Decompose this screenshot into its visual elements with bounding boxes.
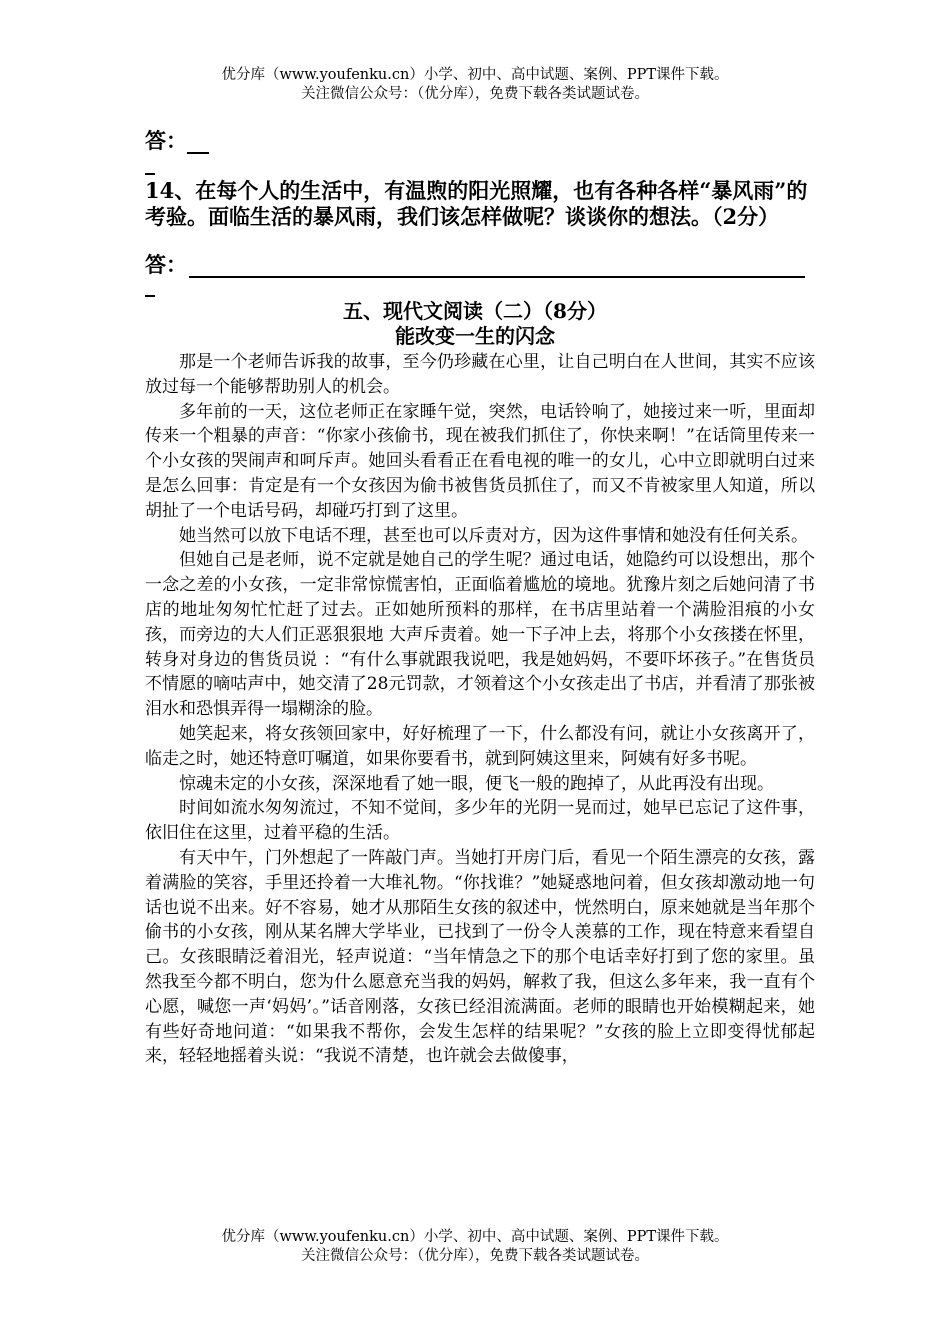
answer-blank[interactable] (189, 256, 805, 278)
header-line-2: 关注微信公众号：（优分库），免费下载各类试题试卷。 (301, 86, 649, 102)
answer-blank-continuation (145, 295, 155, 297)
article-paragraph: 多年前的一天，这位老师正在家睡午觉，突然，电话铃响了，她接过来一听，里面却传来一个粗暴的声音：“你家小孩偷书，现在被我们抓住了，你快来啊！”在话筒里传来一个小女孩的哭闹声和呵斥声。她回头看看正在看电视的唯一的女儿，心中立即就明白过来是怎么回事：肯定是有一个女孩因为偷书被售货员抓住了，而又不肯被家里人知道，所以胡扯了一个电话号码，却碰巧打到了这里。 (145, 401, 815, 521)
article-paragraph: 有天中午，门外想起了一阵敲门声。当她打开房门后，看见一个陌生漂亮的女孩，露着满脸的笑容，手里还拎着一大堆礼物。“你找谁？”她疑惑地问着，但女孩却激动地一句话也说不出来。好不容易，她才从那陌生女孩的叙述中，恍然明白，原来她就是当年那个偷书的小女孩，刚从某名牌大学毕业，已找到了一份令人羡慕的工作，现在特意来看望自己。女孩眼睛泛着泪光，轻声说道：“当年情急之下的那个电话幸好打到了您的家里。虽然我至今都不明白，您为什么愿意充当我的妈妈，解救了我，但这么多年来，我一直有个心愿，喊您一声‘妈妈’。”话音刚落，女孩已经泪流满面。老师的眼睛也开始模糊起来，她有些好奇地问道：“如果我不帮你，会发生怎样的结果呢？”女孩的脸上立即变得忧郁起来，轻轻地摇着头说：“我说不清楚，也许就会去做傻事， (145, 847, 815, 1067)
footer-line-2: 关注微信公众号：（优分库），免费下载各类试题试卷。 (301, 1248, 649, 1264)
section-title: 五、现代文阅读（二）（8分） (343, 299, 607, 323)
article-paragraph: 她笑起来，将女孩领回家中，好好梳理了一下，什么都没有问，就让小女孩离开了，临走之时，她还特意叮嘱道，如果你要看书，就到阿姨这里来，阿姨有好多书呢。 (145, 723, 815, 769)
answer-line-1 (145, 128, 209, 154)
article-body (145, 350, 815, 1069)
article-paragraph: 但她自己是老师，说不定就是她自己的学生呢？通过电话，她隐约可以设想出，那个一念之差的小女孩，一定非常惊慌害怕，正面临着尴尬的境地。犹豫片刻之后她问清了书店的地址匆匆忙忙赶了过去。正如她所预料的那样，在书店里站着一个满脸泪痕的小女孩，而旁边的大人们正恶狠狠地 大声斥责着。她一下子冲上去，将那个小女孩搂在怀里，转身对身边的售货员说 ：“有什么事就跟我说吧，我是她妈妈，不要吓坏孩子。”在售货员不情愿的嘀咕声中，她交清了28元罚款，才领着这个小女孩走出了书店，并看清了那张被泪水和恐惧弄得一塌糊涂的脸。 (145, 550, 815, 720)
answer-blank[interactable] (187, 130, 209, 154)
page-header (0, 66, 950, 104)
article-paragraph: 惊魂未定的小女孩，深深地看了她一眼，便飞一般的跑掉了，从此再没有出现。 (179, 773, 774, 794)
question-14: 14、在每个人的生活中，有温煦的阳光照耀，也有各种各样“暴风雨”的考验。面临生活的暴风雨，我们该怎样做呢？谈谈你的想法。（2分） (145, 178, 808, 229)
article-paragraph: 那是一个老师告诉我的故事，至今仍珍藏在心里，让自己明白在人世间，其实不应该放过每一个能够帮助别人的机会。 (145, 352, 815, 397)
article-paragraph: 时间如流水匆匆流过，不知不觉间，多少年的光阴一晃而过，她早已忘记了这件事，依旧住在这里，过着平稳的生活。 (145, 798, 815, 844)
page-footer (0, 1228, 950, 1266)
answer-line-2 (145, 252, 805, 278)
answer-blank-continuation (145, 173, 155, 175)
footer-line-1: 优分库（www.youfenku.cn）小学、初中、高中试题、案例、PPT课件下载。 (221, 1229, 729, 1245)
header-line-1: 优分库（www.youfenku.cn）小学、初中、高中试题、案例、PPT课件下载。 (221, 67, 729, 83)
article-paragraph: 她当然可以放下电话不理，甚至也可以斥责对方，因为这件事情和她没有任何关系。 (179, 525, 808, 546)
answer-label: 答： (145, 252, 187, 277)
article-title: 能改变一生的闪念 (395, 324, 555, 348)
answer-label: 答： (145, 128, 187, 153)
